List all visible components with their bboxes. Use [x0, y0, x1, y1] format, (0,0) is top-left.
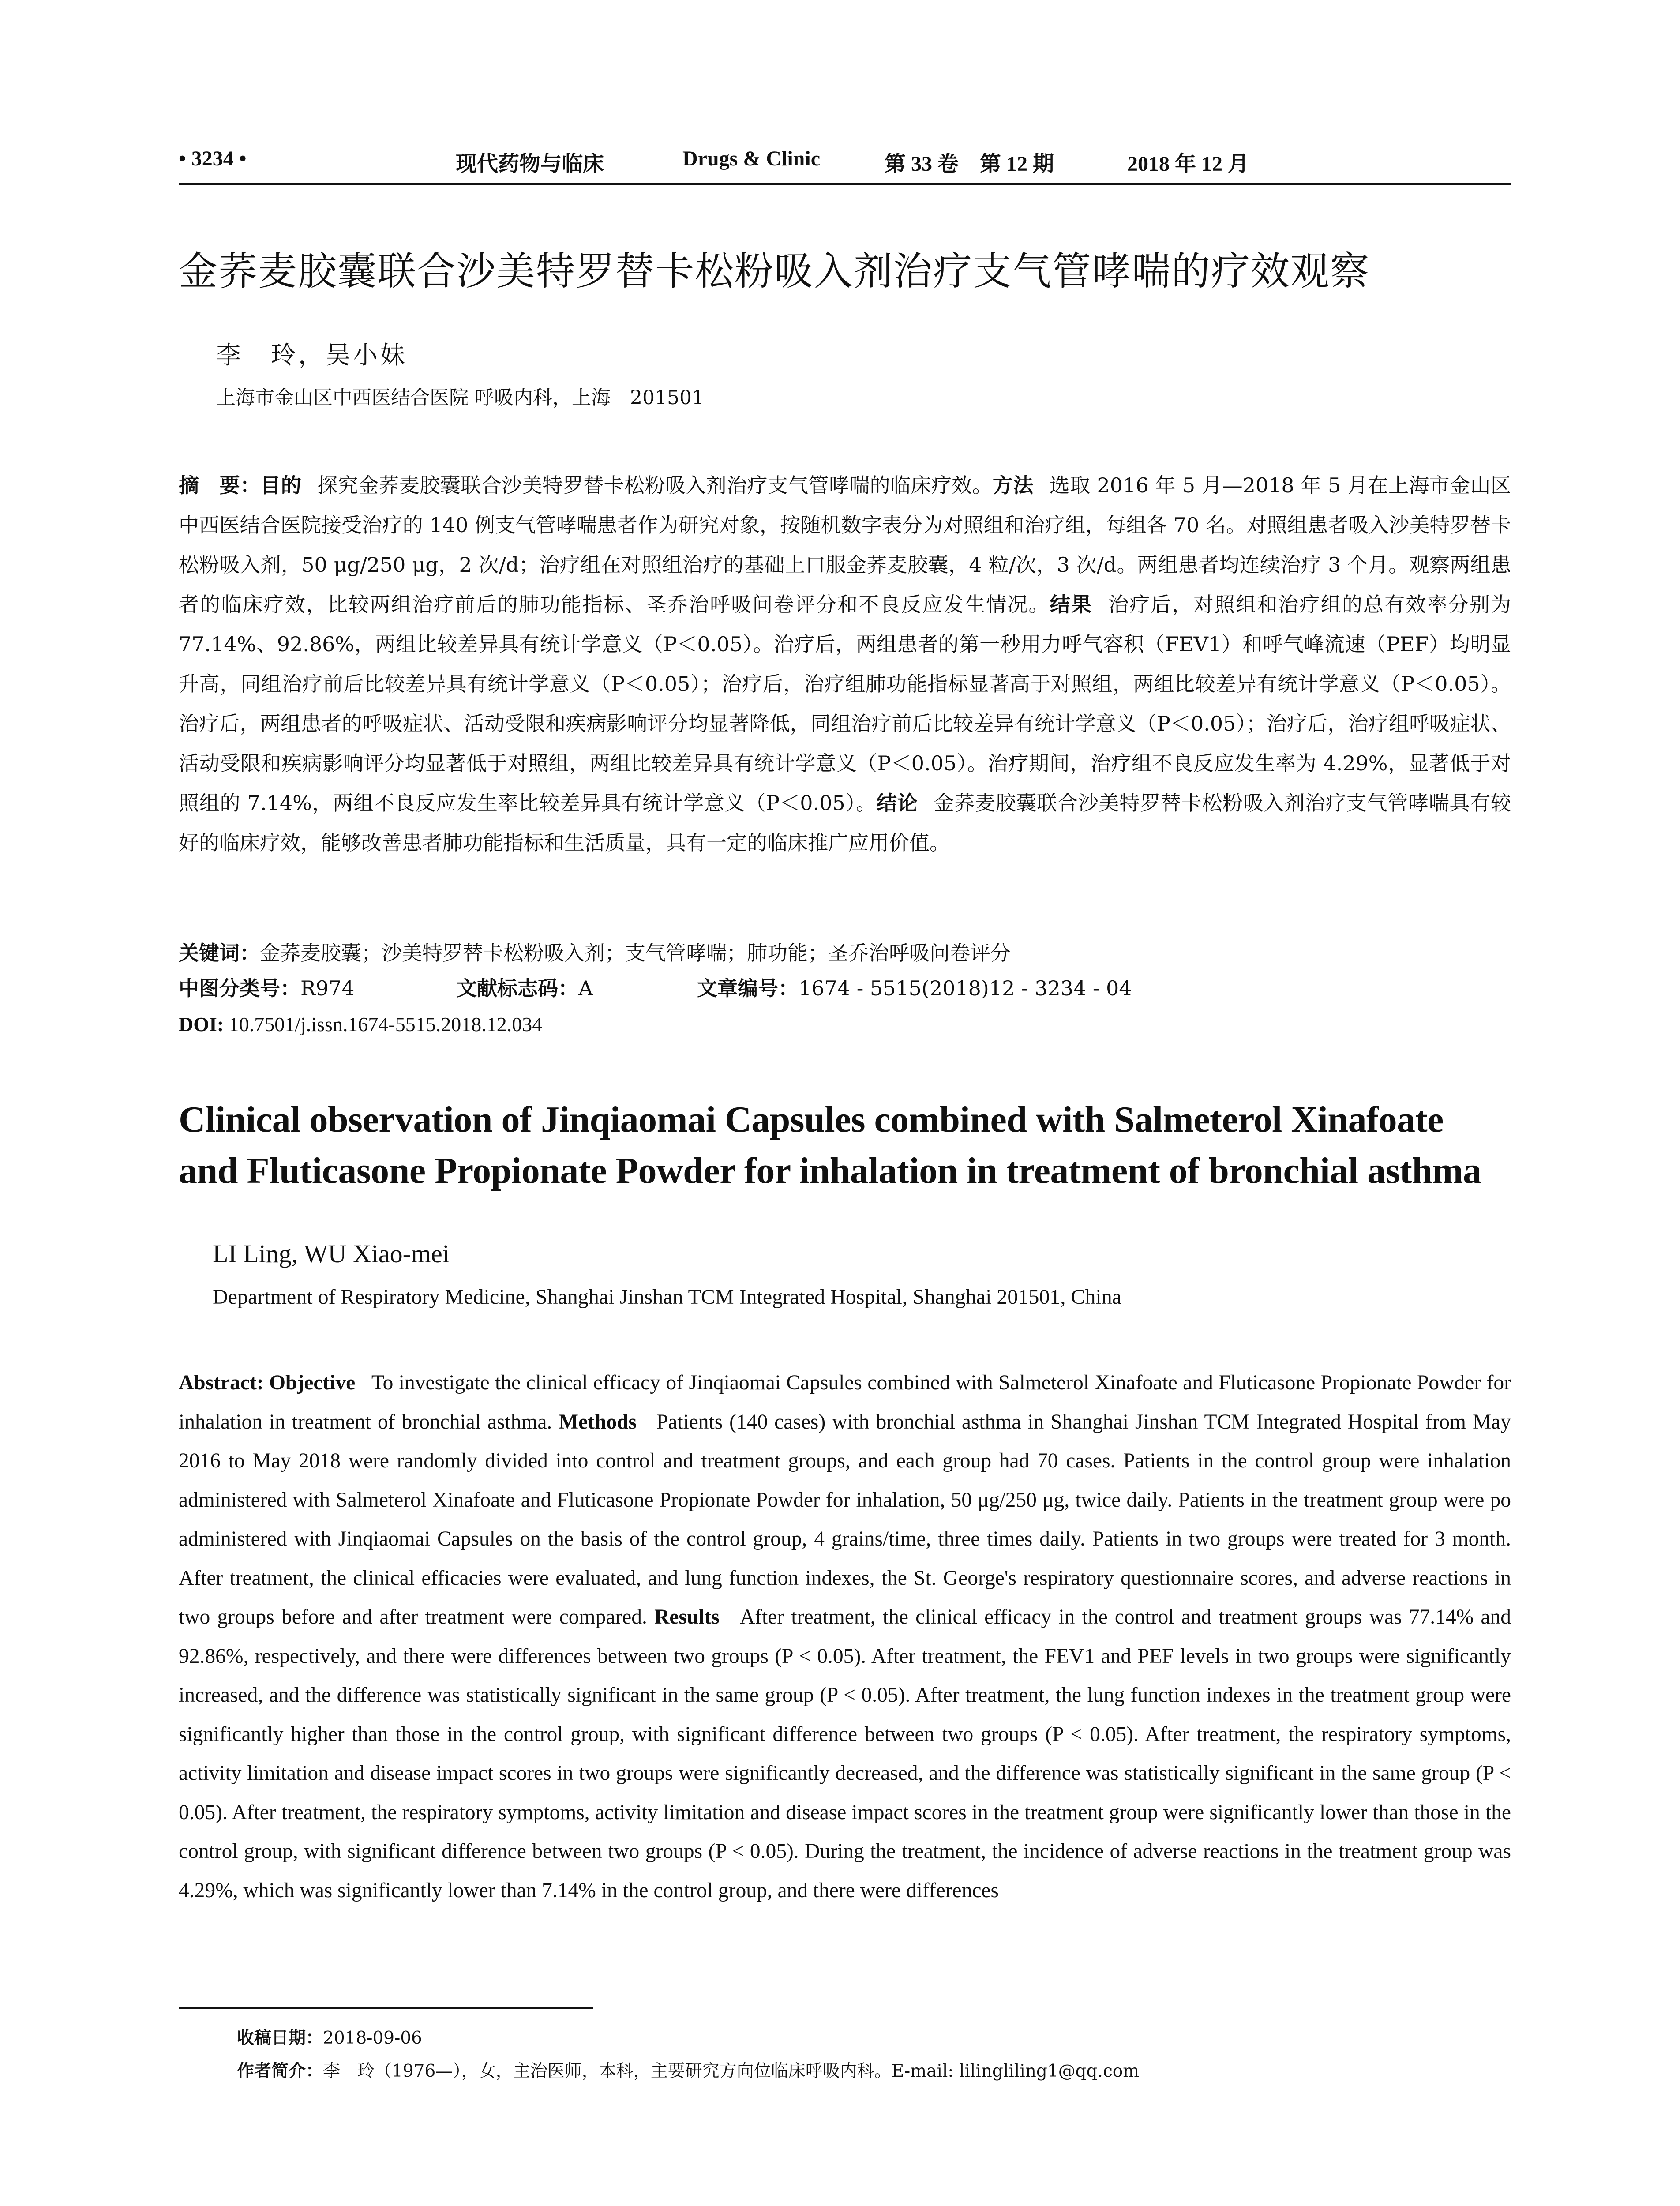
authors-en: LI Ling, WU Xiao-mei — [213, 1239, 450, 1268]
authors-cn: 李 玲，吴小妹 — [216, 341, 408, 370]
author-bio-text: 李 玲（1976—），女，主治医师，本科，主要研究方向位临床呼吸内科。E-mail: lilingliling1@qq.com — [323, 2061, 1140, 2081]
methods-text-en: Patients (140 cases) with bronchial asthma in Shanghai Jinshan TCM Integrated Hospital from May 2016 to May 2018 were randomly divided into control and treatment groups, and each group had 70 cases. Patients in the control group were inhalation administered with Salmeterol Xinafoate and Fluticasone Propionate Powder for inhalation, 50 μg/250 μg, twice daily. Patients in the treatment group were po administered with Jinqiaomai Capsules on the basis of the control group, 4 grains/time, three times daily. Patients in two groups were treated for 3 month. After treatment, the clinical efficacies were evaluated, and lung function indexes, the St. George's respiratory questionnaire scores, and adverse reactions in two groups before and after treatment were compared. — [179, 1410, 1511, 1628]
abstract-label-en: Abstract: Objective — [179, 1371, 356, 1394]
results-text-en: After treatment, the clinical efficacy in the control and treatment groups was 77.14% and 92.86%, respectively, and there were differences between two groups (P < 0.05). After treatment, the FEV1 and PEF levels in two groups were significantly increased, and the difference was statistically significant in the same group (P < 0.05). After treatment, the lung function indexes in the treatment group were significantly higher than those in the control group, with significant difference between two groups (P < 0.05). After treatment, the respiratory symptoms, activity limitation and disease impact scores in two groups were significantly decreased, and the difference was statistically significant in the same group (P < 0.05). After treatment, the respiratory symptoms, activity limitation and disease impact scores in the treatment group were significantly lower than those in the control group, with significant difference between two groups (P < 0.05). During the treatment, the incidence of adverse reactions in the treatment group was 4.29%, which was significantly lower than 7.14% in the control group, and there were differences — [179, 1606, 1511, 1902]
affiliation-cn: 上海市金山区中西医结合医院 呼吸内科，上海 201501 — [216, 386, 704, 409]
keywords-cn — [179, 935, 1511, 971]
conclusion-label-cn: 结论 — [876, 791, 918, 815]
issue-date: 2018 年 12 月 — [1127, 152, 1249, 176]
author-bio-label: 作者简介： — [237, 2061, 323, 2081]
keywords-text: 金荞麦胶囊；沙美特罗替卡松粉吸入剂；支气管哮喘；肺功能；圣乔治呼吸问卷评分 — [260, 941, 1011, 965]
doc-code-item — [457, 971, 593, 1006]
title-cn: 金荞麦胶囊联合沙美特罗替卡松粉吸入剂治疗支气管哮喘的疗效观察 — [179, 248, 1370, 294]
methods-label-cn: 方法 — [992, 473, 1034, 497]
article-no-label: 文章编号： — [697, 976, 799, 1000]
conclusion-text-cn: 金荞麦胶囊联合沙美特罗替卡松粉吸入剂治疗支气管哮喘具有较好的临床疗效，能够改善患者肺功能指标和生活质量，具有一定的临床推广应用价值。 — [179, 791, 1511, 855]
title-en: Clinical observation of Jinqiaomai Capsules combined with Salmeterol Xinafoate and Fluticasone Propionate Powder for inhalation in treatment of bronchial asthma — [179, 1099, 1481, 1191]
objective-text-cn: 探究金荞麦胶囊联合沙美特罗替卡松粉吸入剂治疗支气管哮喘的临床疗效。 — [317, 473, 993, 497]
article-no-value: 1674 - 5515(2018)12 - 3234 - 04 — [799, 976, 1132, 1000]
doc-code-label: 文献标志码： — [457, 976, 578, 1000]
footnote-divider — [179, 2007, 593, 2009]
volume-issue: 第 33 卷 第 12 期 — [885, 152, 1054, 176]
received-label: 收稿日期： — [237, 2028, 323, 2048]
results-label-cn: 结果 — [1050, 593, 1093, 616]
clc-value: R974 — [300, 976, 355, 1000]
results-text-cn: 治疗后，对照组和治疗组的总有效率分别为 77.14%、92.86%，两组比较差异具有统计学意义（P＜0.05）。治疗后，两组患者的第一秒用力呼气容积（FEV1）和呼气峰流速（PEF）均明显升高，同组治疗前后比较差异具有统计学意义（P＜0.05）；治疗后，治疗组肺功能指标显著高于对照组，两组比较差异有统计学意义（P＜0.05）。治疗后，两组患者的呼吸症状、活动受限和疾病影响评分均显著降低，同组治疗前后比较差异有统计学意义（P＜0.05）；治疗后，治疗组呼吸症状、活动受限和疾病影响评分均显著低于对照组，两组比较差异具有统计学意义（P＜0.05）。治疗期间，治疗组不良反应发生率为 4.29%，显著低于对照组的 7.14%，两组不良反应发生率比较差异具有统计学意义（P＜0.05）。 — [179, 593, 1511, 815]
author-bio — [237, 2058, 1139, 2085]
clc-label: 中图分类号： — [179, 976, 300, 1000]
abstract-en — [179, 1363, 1511, 1910]
journal-name-cn: 现代药物与临床 — [456, 152, 604, 176]
doi-value[interactable]: 10.7501/j.issn.1674-5515.2018.12.034 — [229, 1013, 543, 1035]
page-number: • 3234 • — [179, 147, 247, 170]
affiliation-en: Department of Respiratory Medicine, Shanghai Jinshan TCM Integrated Hospital, Shanghai 201501, China — [213, 1285, 1122, 1309]
doi-label: DOI: — [179, 1013, 224, 1035]
running-header — [179, 140, 1511, 185]
journal-name-en: Drugs & Clinic — [682, 147, 820, 170]
article-no-item — [697, 971, 1132, 1006]
received-value: 2018-09-06 — [323, 2028, 422, 2048]
doi-line — [179, 1007, 542, 1042]
methods-text-cn: 选取 2016 年 5 月—2018 年 5 月在上海市金山区中西医结合医院接受治疗的 140 例支气管哮喘患者作为研究对象，按随机数字表分为对照组和治疗组，每组各 70 名。对照组患者吸入沙美特罗替卡松粉吸入剂，50 μg/250 μg，2 次/d；治疗组在对照组治疗的基础上口服金荞麦胶囊，4 粒/次，3 次/d。两组患者均连续治疗 3 个月。观察两组患者的临床疗效，比较两组治疗前后的肺功能指标、圣乔治呼吸问卷评分和不良反应发生情况。 — [179, 473, 1511, 616]
doc-code-value: A — [578, 976, 593, 1000]
abstract-label-cn: 摘 要： — [179, 473, 261, 497]
objective-label-cn: 目的 — [260, 473, 302, 497]
clc-item — [179, 971, 354, 1006]
objective-text-en: To investigate the clinical efficacy of Jinqiaomai Capsules combined with Salmeterol Xinafoate and Fluticasone Propionate Powder for inhalation in treatment of bronchial asthma. — [179, 1371, 1511, 1433]
methods-label-en: Methods — [559, 1410, 637, 1433]
abstract-cn — [179, 465, 1511, 863]
received-date — [237, 2025, 422, 2052]
keywords-label: 关键词： — [179, 941, 260, 965]
results-label-en: Results — [654, 1606, 720, 1628]
